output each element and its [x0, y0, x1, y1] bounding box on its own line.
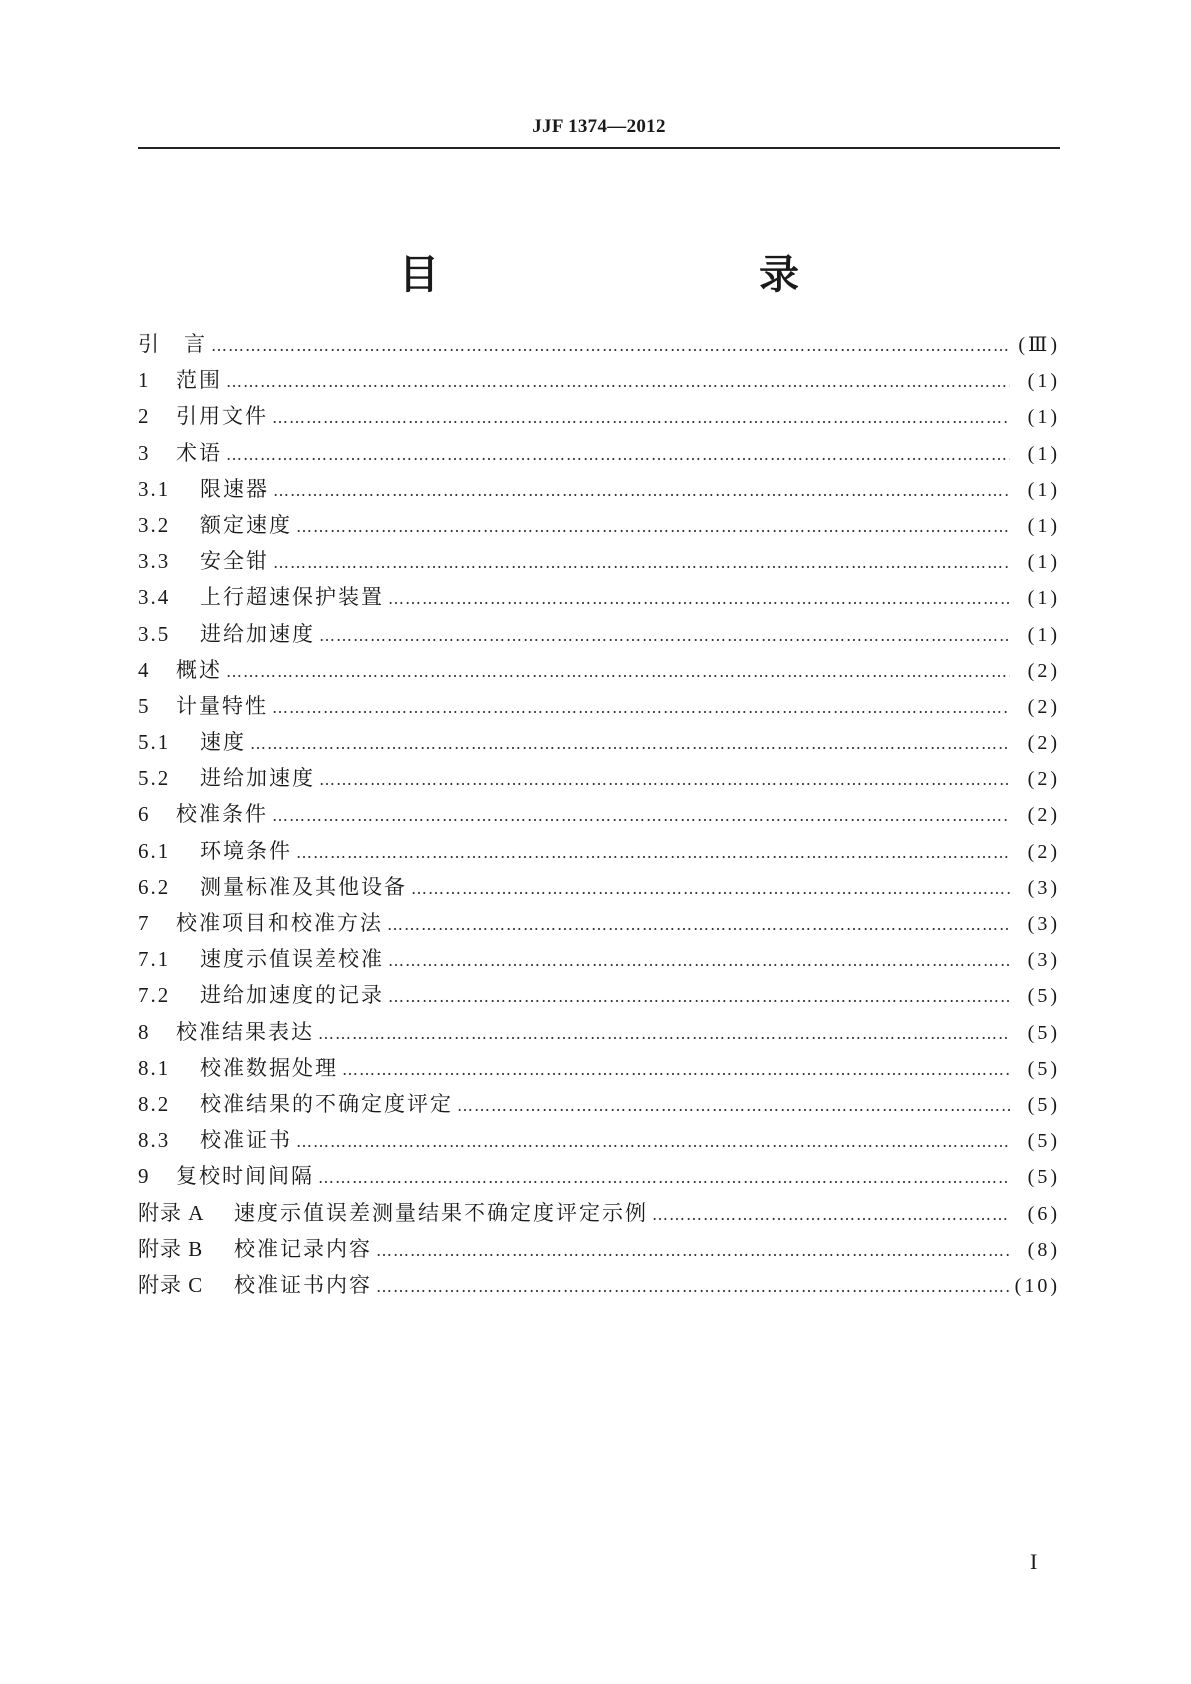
- toc-dot-leader: [272, 400, 1010, 436]
- toc-entry-title: 速度: [200, 730, 246, 755]
- toc-dot-leader: [211, 328, 1010, 364]
- toc-entry-title: 安全钳: [200, 549, 269, 574]
- toc-entry-page: (2): [1027, 732, 1060, 755]
- toc-entry[interactable]: [138, 833, 1060, 869]
- toc-entry-title: 校准结果表达: [176, 1019, 314, 1044]
- toc-entry-number: 6: [138, 802, 151, 827]
- toc-dot-leader: [318, 1016, 1010, 1052]
- toc-entry[interactable]: [138, 435, 1060, 471]
- toc-entry[interactable]: [138, 1231, 1060, 1267]
- toc-entry-page: (3): [1027, 913, 1060, 935]
- toc-entry-page: (8): [1027, 1238, 1060, 1261]
- toc-entry-page: (5): [1027, 1093, 1060, 1116]
- toc-entry-number: 3.3: [138, 549, 171, 574]
- toc-dot-leader: [388, 581, 1010, 617]
- toc-entry-number: 7.1: [138, 947, 171, 972]
- toc-dot-leader: [272, 798, 1010, 834]
- toc-dot-leader: [652, 1197, 1010, 1233]
- toc-entry[interactable]: [138, 543, 1060, 579]
- toc-entry-title: 校准结果的不确定度评定: [200, 1091, 453, 1116]
- toc-entry-title: 进给加速度: [200, 766, 315, 791]
- toc-entry-title: 速度示值误差测量结果不确定度评定示例: [234, 1200, 648, 1225]
- toc-entry-title: 计量特性: [176, 693, 268, 718]
- toc-entry[interactable]: [138, 1050, 1060, 1086]
- toc-entry-title: 校准证书内容: [234, 1272, 372, 1297]
- toc-entry[interactable]: [138, 688, 1060, 724]
- toc-dot-leader: [457, 1088, 1010, 1124]
- toc-entry[interactable]: [138, 398, 1060, 434]
- toc-entry[interactable]: [138, 977, 1060, 1013]
- toc-entry-page: (2): [1027, 804, 1060, 827]
- toc-dot-leader: [296, 1124, 1010, 1160]
- toc-entry-number: 附录 B: [138, 1236, 204, 1261]
- toc-dot-leader: [273, 473, 1010, 509]
- toc-entry-title: 术语: [176, 440, 222, 465]
- toc-entry-title: 环境条件: [200, 838, 292, 863]
- toc-entry-page: (1): [1027, 514, 1060, 537]
- toc-entry-page: (5): [1027, 1166, 1060, 1189]
- toc-entry-page: (1): [1027, 370, 1060, 393]
- toc-entry-page: (1): [1027, 406, 1060, 429]
- toc-entry-page: (10): [1014, 1274, 1060, 1297]
- toc-entry-number: 3.1: [138, 476, 171, 501]
- toc-entry-page: (5): [1027, 985, 1060, 1008]
- table-of-contents: [138, 326, 1060, 1303]
- toc-entry[interactable]: [138, 1267, 1060, 1303]
- toc-entry-number: 8: [138, 1019, 151, 1044]
- toc-entry-title: 校准条件: [176, 802, 268, 827]
- toc-entry-title: 校准数据处理: [200, 1055, 338, 1080]
- toc-entry-title: 进给加速度: [200, 621, 315, 646]
- toc-entry-number: 8.1: [138, 1055, 171, 1080]
- toc-entry-page: (2): [1027, 695, 1060, 718]
- toc-dot-leader: [376, 1269, 1009, 1305]
- toc-entry-number: 3.2: [138, 512, 171, 537]
- toc-entry[interactable]: [138, 869, 1060, 905]
- toc-dot-leader: [388, 979, 1010, 1015]
- toc-entry-page: (Ⅲ): [1018, 334, 1060, 356]
- document-code-header: JJF 1374—2012: [532, 116, 666, 137]
- toc-entry[interactable]: [138, 1122, 1060, 1158]
- toc-entry-number: 7.2: [138, 983, 171, 1008]
- toc-entry-number: 7: [138, 911, 151, 935]
- toc-entry[interactable]: [138, 905, 1060, 941]
- toc-entry-page: (5): [1027, 1130, 1060, 1153]
- toc-entry-title: 校准证书: [200, 1128, 292, 1153]
- toc-entry-title: 范围: [176, 368, 222, 393]
- toc-entry-number: 附录 C: [138, 1272, 204, 1297]
- toc-entry-number: 3: [138, 440, 151, 465]
- toc-entry-page: (2): [1027, 768, 1060, 791]
- toc-entry[interactable]: [138, 471, 1060, 507]
- toc-entry-page: (5): [1027, 1057, 1060, 1080]
- toc-dot-leader: [296, 835, 1010, 871]
- toc-entry-page: (1): [1027, 587, 1060, 610]
- toc-entry-title: 复校时间间隔: [176, 1164, 314, 1189]
- toc-entry-page: (1): [1027, 551, 1060, 574]
- toc-entry-title: 引用文件: [176, 404, 268, 429]
- toc-entry-number: 8.3: [138, 1128, 171, 1153]
- toc-entry-page: (2): [1027, 659, 1060, 682]
- toc-dot-leader: [273, 545, 1010, 581]
- toc-entry-page: (1): [1027, 478, 1060, 501]
- toc-entry[interactable]: [138, 941, 1060, 977]
- toc-entry[interactable]: [138, 579, 1060, 615]
- toc-dot-leader: [226, 437, 1010, 473]
- page-number: I: [1030, 1549, 1038, 1574]
- toc-entry-title: 校准记录内容: [234, 1236, 372, 1261]
- toc-entry-title: 引 言: [138, 332, 207, 356]
- toc-dot-leader: [250, 726, 1010, 762]
- toc-entry-number: 5.2: [138, 766, 171, 791]
- toc-dot-leader: [226, 364, 1010, 400]
- toc-dot-leader: [342, 1052, 1010, 1088]
- toc-entry-page: (3): [1027, 876, 1060, 899]
- toc-entry-number: 4: [138, 657, 151, 682]
- toc-entry-number: 3.4: [138, 585, 171, 610]
- toc-entry-page: (2): [1027, 840, 1060, 863]
- toc-entry-page: (6): [1027, 1202, 1060, 1225]
- toc-entry[interactable]: [138, 1195, 1060, 1231]
- toc-entry[interactable]: [138, 1086, 1060, 1122]
- toc-entry-title: 测量标准及其他设备: [200, 874, 407, 899]
- toc-entry-page: (3): [1027, 949, 1060, 972]
- toc-entry[interactable]: [138, 362, 1060, 398]
- toc-entry-number: 5.1: [138, 730, 171, 755]
- toc-entry-number: 5: [138, 693, 151, 718]
- toc-dot-leader: [388, 943, 1010, 979]
- toc-entry-number: 9: [138, 1164, 151, 1189]
- toc-entry[interactable]: [138, 652, 1060, 688]
- toc-entry[interactable]: [138, 1158, 1060, 1194]
- toc-entry-number: 附录 A: [138, 1200, 205, 1225]
- toc-entry-number: 2: [138, 404, 151, 429]
- toc-entry-title: 限速器: [200, 476, 269, 501]
- toc-dot-leader: [226, 654, 1010, 690]
- toc-dot-leader: [376, 1233, 1010, 1269]
- toc-entry[interactable]: [138, 796, 1060, 832]
- toc-entry[interactable]: [138, 760, 1060, 796]
- toc-dot-leader: [319, 762, 1010, 798]
- toc-entry-page: (5): [1027, 1021, 1060, 1044]
- toc-entry-title: 额定速度: [200, 512, 292, 537]
- toc-dot-leader: [411, 871, 1010, 907]
- toc-entry-number: 8.2: [138, 1091, 171, 1116]
- header-divider: [138, 147, 1060, 149]
- page-title: 目 录: [399, 252, 879, 298]
- toc-entry[interactable]: [138, 507, 1060, 543]
- toc-entry-title: 进给加速度的记录: [200, 983, 384, 1008]
- toc-entry-page: (1): [1027, 623, 1060, 646]
- toc-entry-title: 速度示值误差校准: [200, 947, 384, 972]
- toc-entry[interactable]: [138, 616, 1060, 652]
- toc-entry-title: 概述: [176, 657, 222, 682]
- toc-entry-number: 3.5: [138, 621, 171, 646]
- toc-entry-title: 上行超速保护装置: [200, 585, 384, 610]
- toc-dot-leader: [318, 1160, 1010, 1196]
- toc-dot-leader: [319, 618, 1010, 654]
- toc-entry-number: 1: [138, 368, 151, 393]
- toc-dot-leader: [387, 907, 1010, 943]
- toc-entry[interactable]: [138, 724, 1060, 760]
- toc-entry-page: (1): [1027, 442, 1060, 465]
- toc-dot-leader: [272, 690, 1010, 726]
- toc-entry-number: 6.1: [138, 838, 171, 863]
- toc-entry-number: 6.2: [138, 874, 171, 899]
- toc-entry[interactable]: [138, 1014, 1060, 1050]
- toc-entry-title: 校准项目和校准方法: [176, 911, 383, 935]
- toc-entry[interactable]: [138, 326, 1060, 362]
- toc-dot-leader: [296, 509, 1010, 545]
